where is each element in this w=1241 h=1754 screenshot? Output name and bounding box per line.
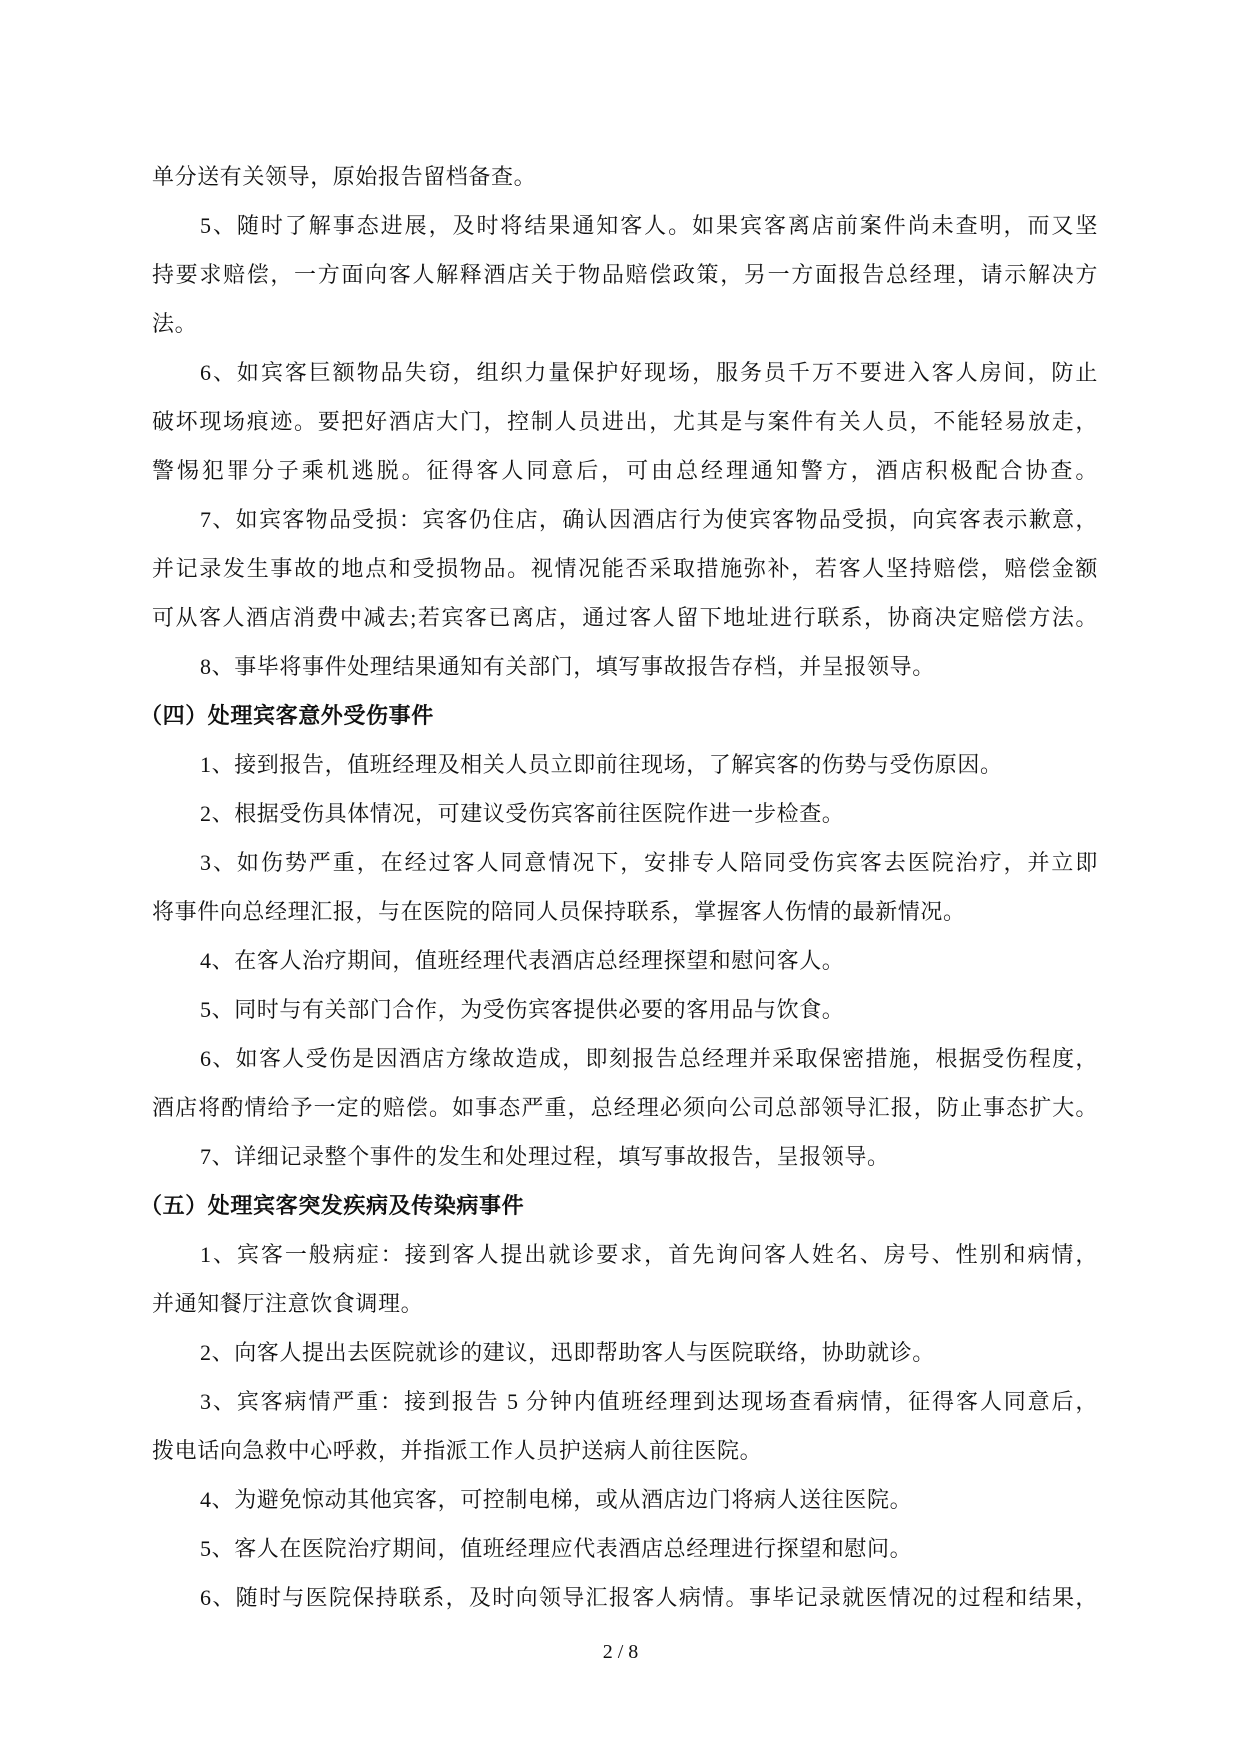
paragraph-line: 7、详细记录整个事件的发生和处理过程，填写事故报告，呈报领导。 [200, 1144, 890, 1169]
paragraph [152, 789, 1098, 838]
paragraph [152, 201, 1098, 348]
document-body [140, 152, 1098, 1622]
paragraph [152, 495, 1098, 642]
paragraph [152, 1034, 1098, 1132]
paragraph-line: 6、随时与医院保持联系，及时向领导汇报客人病情。事毕记录就医情况的过程和结果， [200, 1585, 1098, 1610]
paragraph-line: 将事件向总经理汇报，与在医院的陪同人员保持联系，掌握客人伤情的最新情况。 [152, 899, 966, 924]
paragraph-line: 6、如宾客巨额物品失窃，组织力量保护好现场，服务员千万不要进入客人房间，防止 [200, 360, 1098, 385]
paragraph-line: 1、接到报告，值班经理及相关人员立即前往现场，了解宾客的伤势与受伤原因。 [200, 752, 1003, 777]
paragraph-line: 4、在客人治疗期间，值班经理代表酒店总经理探望和慰问客人。 [200, 948, 845, 973]
paragraph-line: 2、根据受伤具体情况，可建议受伤宾客前往医院作进一步检查。 [200, 801, 845, 826]
paragraph-line: 8、事毕将事件处理结果通知有关部门，填写事故报告存档，并呈报领导。 [200, 654, 935, 679]
paragraph-line: 法。 [152, 311, 198, 336]
paragraph [152, 1230, 1098, 1328]
paragraph [152, 1475, 1098, 1524]
paragraph-line: 单分送有关领导，原始报告留档备查。 [152, 164, 537, 189]
page-number: 2 / 8 [602, 1641, 639, 1663]
paragraph-line: 警惕犯罪分子乘机逃脱。征得客人同意后，可由总经理通知警方，酒店积极配合协查。 [152, 458, 1098, 483]
paragraph [152, 1377, 1098, 1475]
paragraph-line: 持要求赔偿，一方面向客人解释酒店关于物品赔偿政策，另一方面报告总经理，请示解决方 [152, 262, 1098, 287]
paragraph-line: 可从客人酒店消费中减去;若宾客已离店，通过客人留下地址进行联系，协商决定赔偿方法。 [152, 605, 1098, 630]
paragraph-line: 6、如客人受伤是因酒店方缘故造成，即刻报告总经理并采取保密措施，根据受伤程度， [200, 1046, 1098, 1071]
paragraph-line: 1、宾客一般病症：接到客人提出就诊要求，首先询问客人姓名、房号、性别和病情， [200, 1242, 1098, 1267]
section-heading: （五）处理宾客突发疾病及传染病事件 [140, 1193, 525, 1218]
paragraph [152, 348, 1098, 495]
paragraph-line: 7、如宾客物品受损：宾客仍住店，确认因酒店行为使宾客物品受损，向宾客表示歉意， [200, 507, 1098, 532]
paragraph-line: 破坏现场痕迹。要把好酒店大门，控制人员进出，尤其是与案件有关人员，不能轻易放走， [152, 409, 1098, 434]
paragraph-line: 并通知餐厅注意饮食调理。 [152, 1291, 424, 1316]
paragraph [152, 642, 1098, 691]
paragraph-line: 3、宾客病情严重：接到报告 5 分钟内值班经理到达现场查看病情，征得客人同意后， [200, 1389, 1098, 1414]
paragraph [152, 838, 1098, 936]
paragraph-line: 4、为避免惊动其他宾客，可控制电梯，或从酒店边门将病人送往医院。 [200, 1487, 913, 1512]
paragraph-line: 拨电话向急救中心呼救，并指派工作人员护送病人前往医院。 [152, 1438, 763, 1463]
paragraph [152, 936, 1098, 985]
paragraph-line: 酒店将酌情给予一定的赔偿。如事态严重，总经理必须向公司总部领导汇报，防止事态扩大。 [152, 1095, 1098, 1120]
paragraph-line: 5、同时与有关部门合作，为受伤宾客提供必要的客用品与饮食。 [200, 997, 845, 1022]
section-heading: （四）处理宾客意外受伤事件 [140, 703, 434, 728]
paragraph-line: 5、客人在医院治疗期间，值班经理应代表酒店总经理进行探望和慰问。 [200, 1536, 913, 1561]
paragraph [152, 1328, 1098, 1377]
paragraph-line: 2、向客人提出去医院就诊的建议，迅即帮助客人与医院联络，协助就诊。 [200, 1340, 935, 1365]
paragraph-line: 5、随时了解事态进展，及时将结果通知客人。如果宾客离店前案件尚未查明，而又坚 [200, 213, 1098, 238]
paragraph [152, 740, 1098, 789]
paragraph [152, 1524, 1098, 1573]
paragraph [152, 1573, 1098, 1622]
paragraph-line: 并记录发生事故的地点和受损物品。视情况能否采取措施弥补，若客人坚持赔偿，赔偿金额 [152, 556, 1098, 581]
paragraph [152, 1132, 1098, 1181]
paragraph [152, 985, 1098, 1034]
paragraph-line: 3、如伤势严重，在经过客人同意情况下，安排专人陪同受伤宾客去医院治疗，并立即 [200, 850, 1098, 875]
